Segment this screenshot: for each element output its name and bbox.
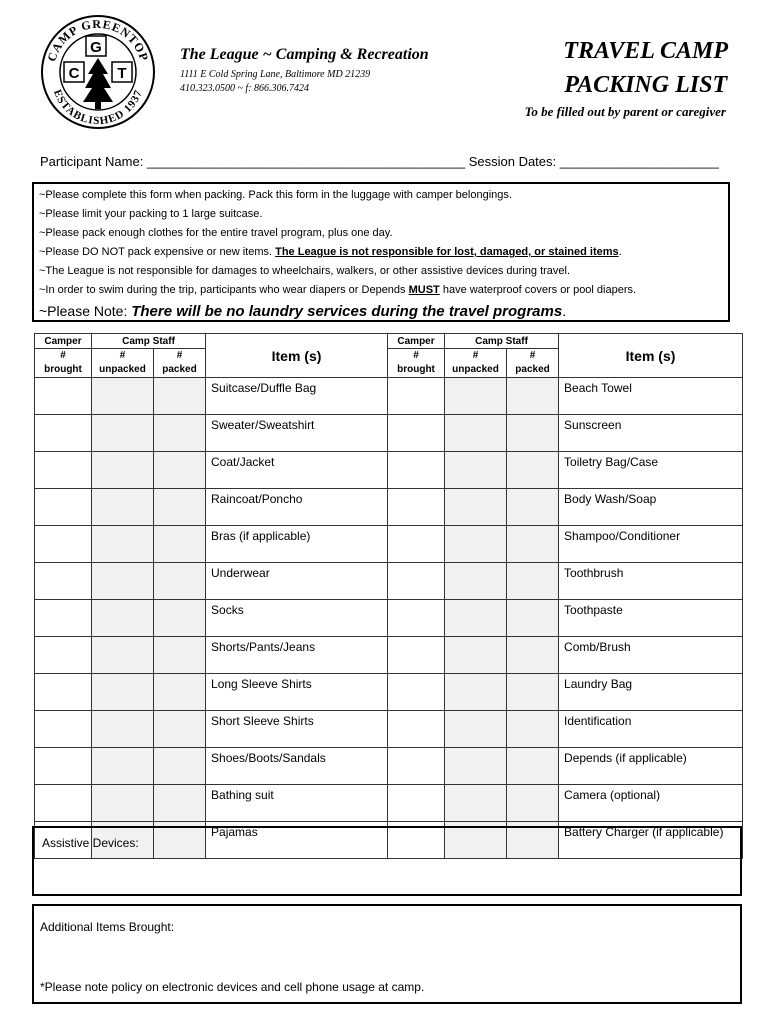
- packed-count-cell[interactable]: [507, 526, 559, 563]
- packed-count-cell[interactable]: [154, 526, 206, 563]
- unpacked-count-cell[interactable]: [445, 637, 507, 674]
- packed-count-cell[interactable]: [507, 452, 559, 489]
- unpacked-count-cell[interactable]: [445, 748, 507, 785]
- packed-count-cell[interactable]: [154, 600, 206, 637]
- org-info: [180, 46, 429, 96]
- brought-count-cell[interactable]: [388, 785, 445, 822]
- note-emphasis: There will be no laundry services during the travel programs: [131, 303, 563, 320]
- rule-4-emphasis: The League is not responsible for lost, damaged, or stained items: [275, 246, 619, 258]
- unpacked-count-cell[interactable]: [445, 600, 507, 637]
- count-label: packed: [515, 364, 550, 375]
- item-name: Raincoat/Poncho: [206, 489, 388, 526]
- packed-count-cell[interactable]: [154, 711, 206, 748]
- rule-4-end: .: [618, 246, 622, 258]
- item-name: Beach Towel: [559, 378, 743, 415]
- rule-6-text: ~In order to swim during the trip, participants who wear diapers or Depends: [39, 284, 406, 296]
- note-end: .: [562, 303, 567, 319]
- unpacked-count-cell[interactable]: [92, 711, 154, 748]
- rule-6: [39, 281, 723, 300]
- table-row: [35, 526, 743, 563]
- count-column-header: [35, 349, 92, 378]
- packed-count-cell[interactable]: [507, 378, 559, 415]
- brought-count-cell[interactable]: [35, 526, 92, 563]
- brought-count-cell[interactable]: [35, 748, 92, 785]
- unpacked-count-cell[interactable]: [92, 785, 154, 822]
- brought-count-cell[interactable]: [388, 637, 445, 674]
- camp-staff-header: Camp Staff: [445, 334, 559, 349]
- count-label: unpacked: [452, 364, 499, 375]
- item-name: Camera (optional): [559, 785, 743, 822]
- rule-4: [39, 243, 723, 262]
- logo-letter-c: C: [68, 65, 80, 82]
- item-name: Toothbrush: [559, 563, 743, 600]
- unpacked-count-cell[interactable]: [445, 452, 507, 489]
- packing-table: [34, 333, 743, 859]
- electronics-policy-note: *Please note policy on electronic devices and cell phone usage at camp.: [40, 980, 425, 994]
- brought-count-cell[interactable]: [35, 600, 92, 637]
- unpacked-count-cell[interactable]: [92, 600, 154, 637]
- rule-1: ~Please complete this form when packing. Pack this form in the luggage with camper belongings.: [39, 189, 512, 201]
- note-prefix: ~Please Note:: [39, 303, 128, 319]
- count-symbol: #: [119, 350, 126, 361]
- item-name: Shorts/Pants/Jeans: [206, 637, 388, 674]
- rule-4-text: ~Please DO NOT pack expensive or new items.: [39, 246, 273, 258]
- packed-count-cell[interactable]: [154, 674, 206, 711]
- count-label: packed: [162, 364, 197, 375]
- brought-count-cell[interactable]: [388, 711, 445, 748]
- item-header: Item (s): [206, 334, 388, 378]
- brought-count-cell[interactable]: [388, 748, 445, 785]
- unpacked-count-cell[interactable]: [92, 526, 154, 563]
- packed-count-cell[interactable]: [507, 637, 559, 674]
- camp-staff-header: Camp Staff: [92, 334, 206, 349]
- item-name: Comb/Brush: [559, 637, 743, 674]
- item-name: Coat/Jacket: [206, 452, 388, 489]
- logo-letter-t: T: [117, 65, 127, 82]
- packed-count-cell[interactable]: [507, 415, 559, 452]
- table-row: [35, 637, 743, 674]
- packed-count-cell[interactable]: [507, 785, 559, 822]
- packed-count-cell[interactable]: [154, 563, 206, 600]
- table-row: [35, 785, 743, 822]
- unpacked-count-cell[interactable]: [92, 415, 154, 452]
- item-name: Shampoo/Conditioner: [559, 526, 743, 563]
- item-name: Sweater/Sweatshirt: [206, 415, 388, 452]
- packed-count-cell[interactable]: [154, 748, 206, 785]
- brought-count-cell[interactable]: [35, 378, 92, 415]
- unpacked-count-cell[interactable]: [92, 674, 154, 711]
- unpacked-count-cell[interactable]: [92, 563, 154, 600]
- packed-count-cell[interactable]: [507, 563, 559, 600]
- packed-count-cell[interactable]: [154, 489, 206, 526]
- item-name: Socks: [206, 600, 388, 637]
- document-title: [563, 34, 728, 102]
- table-row: [35, 600, 743, 637]
- unpacked-count-cell[interactable]: [445, 415, 507, 452]
- brought-count-cell[interactable]: [388, 526, 445, 563]
- unpacked-count-cell[interactable]: [92, 452, 154, 489]
- packed-count-cell[interactable]: [507, 711, 559, 748]
- unpacked-count-cell[interactable]: [445, 563, 507, 600]
- item-name: Shoes/Boots/Sandals: [206, 748, 388, 785]
- assistive-devices-label: Assistive Devices:: [42, 836, 139, 850]
- logo-ring-top-text: CAMP GREENTOP: [44, 16, 152, 64]
- participant-session-line: [40, 154, 719, 169]
- org-address: 1111 E Cold Spring Lane, Baltimore MD 21239: [180, 69, 371, 80]
- count-column-header: [507, 349, 559, 378]
- logo-letter-g: G: [90, 39, 102, 56]
- session-label: Session Dates:: [468, 154, 557, 169]
- item-name: Body Wash/Soap: [559, 489, 743, 526]
- brought-count-cell[interactable]: [35, 711, 92, 748]
- additional-items-box[interactable]: [32, 904, 742, 1004]
- item-name: Laundry Bag: [559, 674, 743, 711]
- instructions-box: [32, 182, 730, 322]
- item-name: Battery Charger (if applicable): [559, 822, 743, 859]
- count-symbol: #: [472, 350, 479, 361]
- packed-count-cell[interactable]: [154, 785, 206, 822]
- pine-tree-icon: [83, 58, 113, 109]
- brought-count-cell[interactable]: [388, 489, 445, 526]
- brought-count-cell[interactable]: [35, 489, 92, 526]
- org-phone: 410.323.0500 ~ f: 866.306.7424: [180, 83, 310, 94]
- camper-header: Camper: [35, 334, 92, 349]
- table-row: [35, 563, 743, 600]
- rule-5: ~The League is not responsible for damages to wheelchairs, walkers, or other assistive devices during travel.: [39, 265, 571, 277]
- item-name: Long Sleeve Shirts: [206, 674, 388, 711]
- brought-count-cell[interactable]: [388, 600, 445, 637]
- brought-count-cell[interactable]: [388, 378, 445, 415]
- table-row: [35, 489, 743, 526]
- unpacked-count-cell[interactable]: [445, 785, 507, 822]
- table-row: [35, 415, 743, 452]
- laundry-note: [39, 302, 723, 321]
- camper-header: Camper: [388, 334, 445, 349]
- org-name: The League ~ Camping & Recreation: [180, 46, 429, 63]
- item-name: Bras (if applicable): [206, 526, 388, 563]
- table-row: [35, 711, 743, 748]
- assistive-devices-box[interactable]: [32, 826, 742, 896]
- brought-count-cell[interactable]: [35, 452, 92, 489]
- brought-count-cell[interactable]: [388, 415, 445, 452]
- item-name: Pajamas: [206, 822, 388, 859]
- item-header: Item (s): [559, 334, 743, 378]
- title-line-2: PACKING LIST: [564, 72, 728, 98]
- brought-count-cell[interactable]: [35, 415, 92, 452]
- unpacked-count-cell[interactable]: [92, 637, 154, 674]
- item-name: Sunscreen: [559, 415, 743, 452]
- brought-count-cell[interactable]: [388, 452, 445, 489]
- item-name: Identification: [559, 711, 743, 748]
- packed-count-cell[interactable]: [154, 637, 206, 674]
- unpacked-count-cell[interactable]: [445, 711, 507, 748]
- brought-count-cell[interactable]: [35, 674, 92, 711]
- brought-count-cell[interactable]: [35, 563, 92, 600]
- count-column-header: [92, 349, 154, 378]
- brought-count-cell[interactable]: [35, 785, 92, 822]
- unpacked-count-cell[interactable]: [92, 378, 154, 415]
- packed-count-cell[interactable]: [507, 674, 559, 711]
- count-label: brought: [397, 364, 435, 375]
- unpacked-count-cell[interactable]: [445, 489, 507, 526]
- item-name: Short Sleeve Shirts: [206, 711, 388, 748]
- item-name: Suitcase/Duffle Bag: [206, 378, 388, 415]
- item-name: Depends (if applicable): [559, 748, 743, 785]
- logo-ring-bottom-text: ESTABLISHED 1937: [50, 87, 146, 128]
- brought-count-cell[interactable]: [388, 674, 445, 711]
- participant-name-field[interactable]: ____________________________________________: [146, 154, 466, 169]
- packed-count-cell[interactable]: [507, 600, 559, 637]
- count-label: unpacked: [99, 364, 146, 375]
- document-subtitle: To be filled out by parent or caregiver: [524, 104, 726, 119]
- count-symbol: #: [60, 350, 66, 361]
- participant-label: Participant Name:: [40, 154, 144, 169]
- count-column-header: [154, 349, 206, 378]
- unpacked-count-cell[interactable]: [445, 526, 507, 563]
- item-name: Underwear: [206, 563, 388, 600]
- count-symbol: #: [529, 350, 536, 361]
- additional-items-label: Additional Items Brought:: [40, 920, 175, 934]
- camp-greentop-logo: [40, 14, 156, 130]
- count-symbol: #: [413, 350, 419, 361]
- session-dates-field[interactable]: ______________________: [559, 154, 719, 169]
- packed-count-cell[interactable]: [154, 415, 206, 452]
- item-name: Bathing suit: [206, 785, 388, 822]
- table-row: [35, 452, 743, 489]
- item-name: Toothpaste: [559, 600, 743, 637]
- table-row: [35, 748, 743, 785]
- packed-count-cell[interactable]: [507, 489, 559, 526]
- table-row: [35, 674, 743, 711]
- table-row: [35, 378, 743, 415]
- unpacked-count-cell[interactable]: [92, 489, 154, 526]
- title-line-1: TRAVEL CAMP: [563, 38, 728, 64]
- unpacked-count-cell[interactable]: [445, 378, 507, 415]
- unpacked-count-cell[interactable]: [445, 674, 507, 711]
- count-symbol: #: [176, 350, 183, 361]
- unpacked-count-cell[interactable]: [92, 748, 154, 785]
- rule-2: ~Please limit your packing to 1 large suitcase.: [39, 208, 263, 220]
- packed-count-cell[interactable]: [507, 748, 559, 785]
- count-column-header: [388, 349, 445, 378]
- rule-6-emphasis: MUST: [408, 284, 440, 296]
- count-column-header: [445, 349, 507, 378]
- packed-count-cell[interactable]: [154, 452, 206, 489]
- count-label: brought: [44, 364, 82, 375]
- packed-count-cell[interactable]: [154, 378, 206, 415]
- rule-6-end: have waterproof covers or pool diapers.: [442, 284, 637, 296]
- rule-3: ~Please pack enough clothes for the entire travel program, plus one day.: [39, 227, 393, 239]
- item-name: Toiletry Bag/Case: [559, 452, 743, 489]
- brought-count-cell[interactable]: [388, 563, 445, 600]
- brought-count-cell[interactable]: [35, 637, 92, 674]
